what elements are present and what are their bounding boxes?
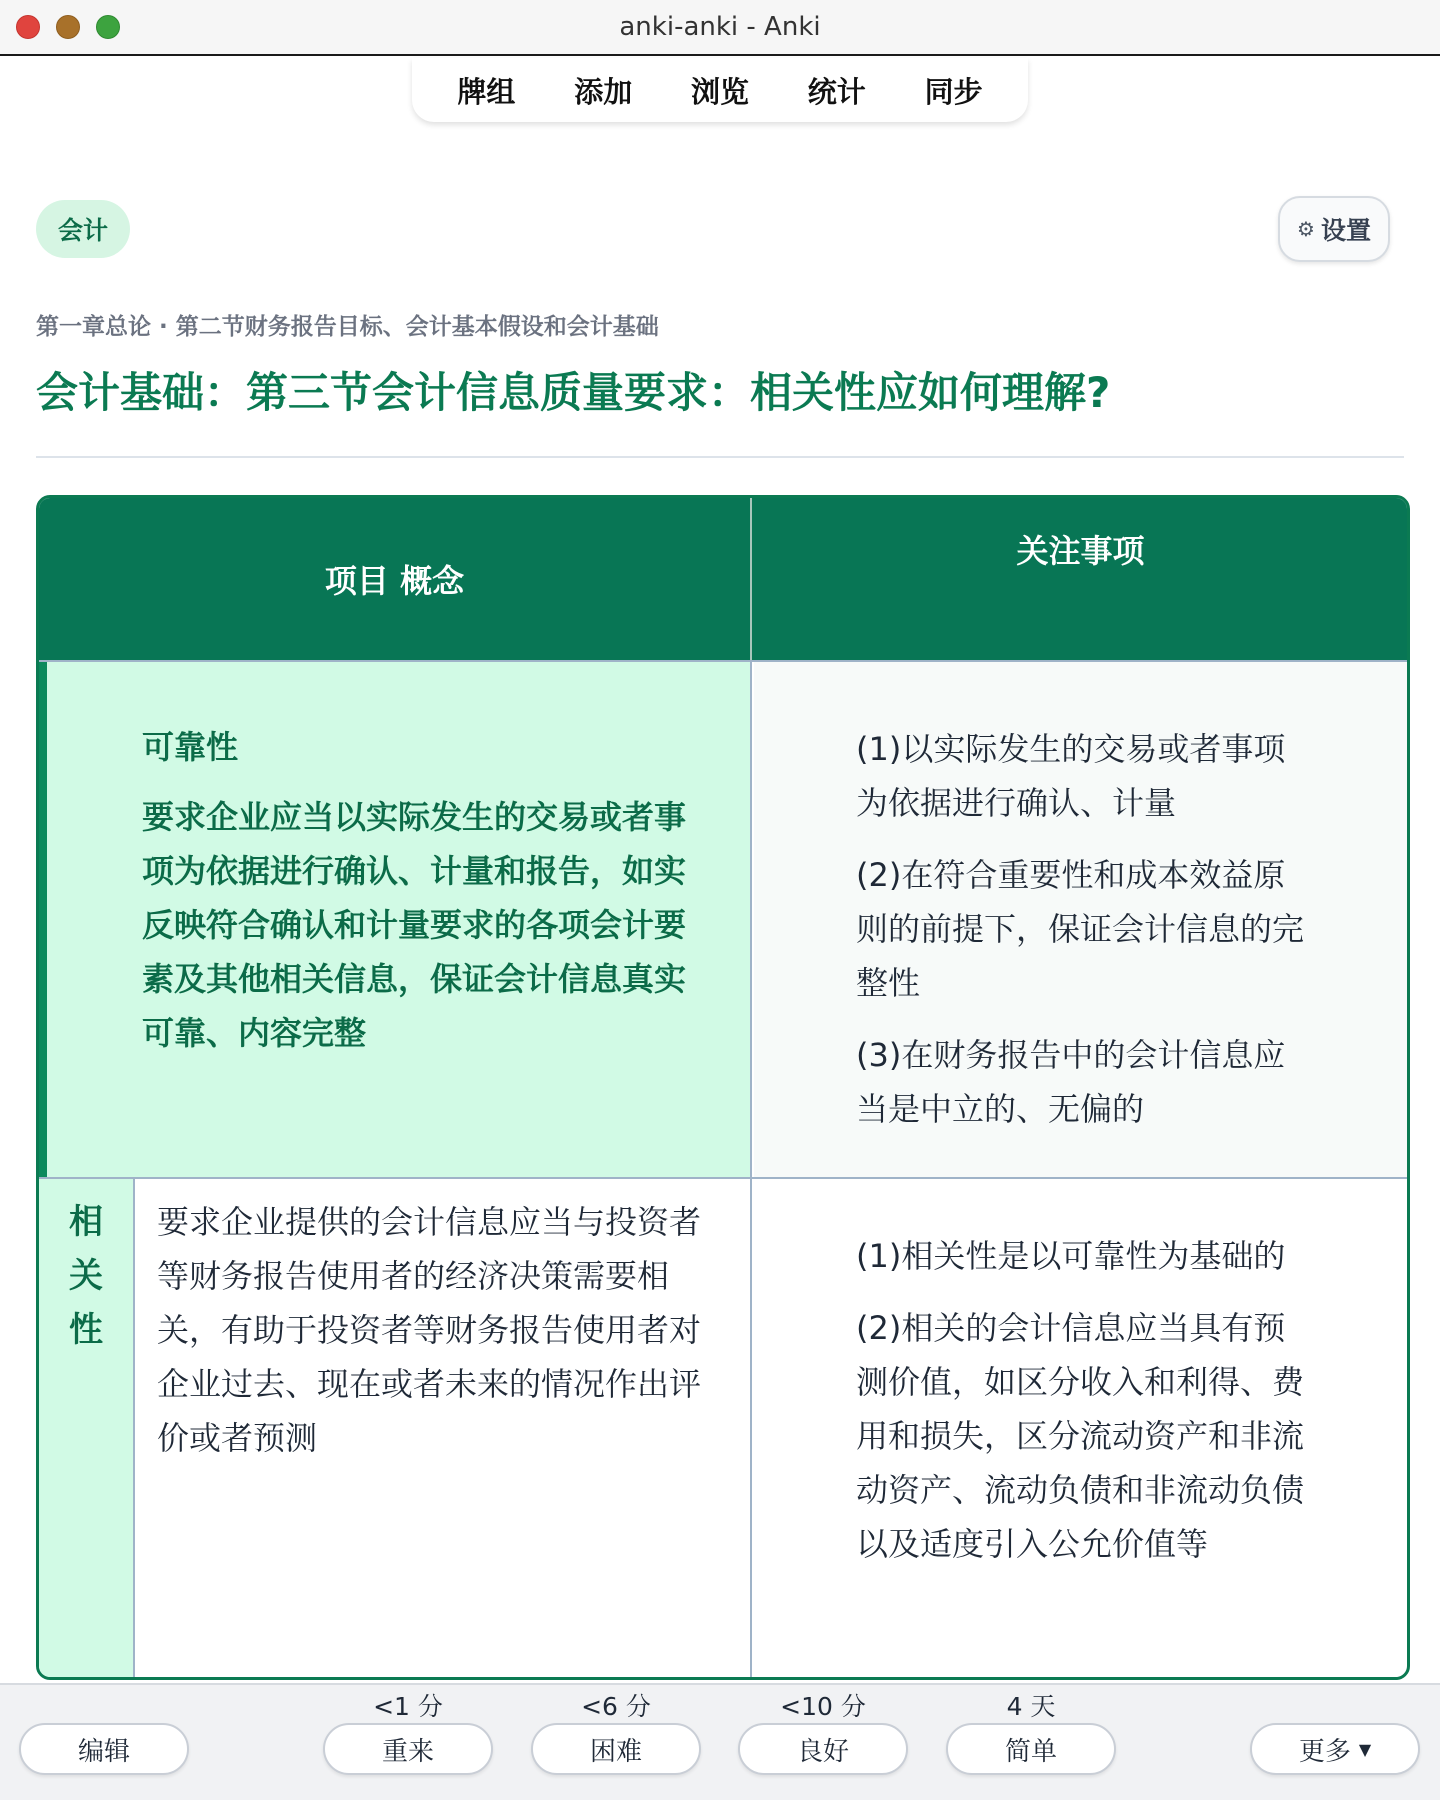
edit-button[interactable]: 编辑: [19, 1723, 189, 1775]
note-item: (3)在财务报告中的会计信息应当是中立的、无偏的: [856, 1036, 1286, 1128]
table-row: [39, 660, 1407, 1177]
window-title: anki-anki - Anki: [619, 12, 821, 42]
relevance-term-char: 相: [69, 1202, 103, 1242]
relevance-definition: 要求企业提供的会计信息应当与投资者等财务报告使用者的经济决策需要相关，有助于投资者等财务报告使用者对企业过去、现在或者未来的情况作出评价或者预测: [135, 1179, 752, 1680]
settings-label: 设置: [1320, 216, 1371, 245]
note-item: (2)在符合重要性和成本效益原则的前提下，保证会计信息的完整性: [856, 856, 1305, 1002]
interval-easy: 4 天: [1006, 1692, 1056, 1721]
deck-tag: 会计: [36, 200, 130, 258]
relevance-term-char: 性: [69, 1310, 103, 1350]
good-button[interactable]: 良好: [738, 1723, 908, 1775]
gear-icon: ⚙: [1297, 217, 1315, 241]
easy-button[interactable]: 简单: [946, 1723, 1116, 1775]
table-row: [39, 1177, 1407, 1680]
breadcrumb: 第一章总论 · 第二节财务报告目标、会计基本假设和会计基础: [36, 314, 659, 340]
header-right: 关注事项: [1016, 532, 1145, 570]
nav-browse[interactable]: 浏览: [690, 74, 749, 109]
relevance-term: [39, 1179, 135, 1680]
settings-button[interactable]: [1278, 196, 1390, 262]
nav-sync[interactable]: 同步: [924, 74, 983, 109]
note-item: (2)相关的会计信息应当具有预测价值，如区分收入和利得、费用和损失，区分流动资产和非流动资产、流动负债和非流动负债以及适度引入公允价值等: [856, 1309, 1305, 1563]
note-item: (1)以实际发生的交易或者事项为依据进行确认、计量: [856, 730, 1286, 822]
reliability-notes: [754, 662, 1407, 1179]
nav-decks[interactable]: 牌组: [457, 74, 516, 109]
comparison-table: [36, 495, 1410, 1680]
answer-bar: [0, 1683, 1440, 1800]
card-title: 会计基础：第三节会计信息质量要求：相关性应如何理解?: [36, 368, 1111, 417]
reliability-cell: [39, 662, 752, 1179]
reliability-term: 可靠性: [142, 728, 239, 766]
relevance-term-char: 关: [69, 1256, 103, 1296]
interval-hard: <6 分: [581, 1692, 651, 1721]
more-label: 更多: [1298, 1736, 1351, 1767]
relevance-notes: [754, 1179, 1407, 1680]
nav-stats[interactable]: 统计: [807, 74, 866, 109]
interval-again: <1 分: [373, 1692, 443, 1721]
reliability-definition: 要求企业应当以实际发生的交易或者事项为依据进行确认、计量和报告，如实反映符合确认和计量要求的各项会计要素及其他相关信息，保证会计信息真实可靠、内容完整: [142, 798, 687, 1052]
top-nav: [412, 58, 1028, 122]
more-button[interactable]: [1250, 1723, 1420, 1775]
divider: [36, 456, 1404, 458]
header-left: 项目 概念: [39, 498, 752, 660]
title-bar: [0, 0, 1440, 56]
table-header-row: [39, 498, 1407, 660]
again-button[interactable]: 重来: [323, 1723, 493, 1775]
nav-add[interactable]: 添加: [574, 74, 633, 109]
caret-down-icon: ▼: [1358, 1739, 1372, 1759]
note-item: (1)相关性是以可靠性为基础的: [856, 1237, 1286, 1275]
interval-good: <10 分: [780, 1692, 866, 1721]
hard-button[interactable]: 困难: [531, 1723, 701, 1775]
